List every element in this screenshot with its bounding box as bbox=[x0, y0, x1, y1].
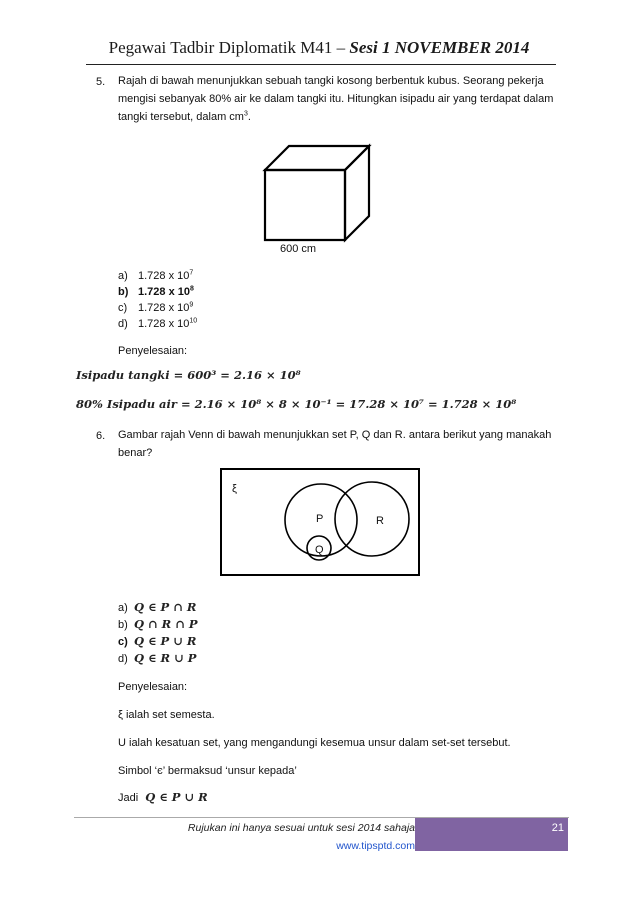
q5-option-a-exponent: 7 bbox=[189, 269, 194, 277]
q5-unit-exponent: 3 bbox=[243, 110, 248, 118]
set-p-label: P bbox=[316, 513, 324, 525]
header-title: Pegawai Tadbir Diplomatik M41 – bbox=[108, 38, 350, 57]
q6-option-d bbox=[118, 651, 198, 668]
cube-side-face bbox=[345, 146, 369, 240]
header-rule bbox=[86, 64, 556, 65]
cube-side-label: 600 cm bbox=[280, 243, 317, 255]
q5-option-d-exponent: 10 bbox=[189, 317, 198, 325]
q6-solution-union: U ialah kesatuan set, yang mengandungi kesemua unsur dalam set-set tersebut. bbox=[118, 737, 511, 749]
cube-top-face bbox=[265, 146, 369, 170]
q6-option-d-letter: d) bbox=[118, 653, 128, 665]
q6-text bbox=[118, 426, 578, 462]
q6-solution-symbol: Simbol ‘є’ bermaksud ‘unsur kepada’ bbox=[118, 765, 297, 777]
q6-conclusion bbox=[118, 788, 208, 807]
q6-line-2: benar? bbox=[118, 447, 153, 459]
q6-option-b bbox=[118, 617, 198, 634]
set-r-circle bbox=[335, 482, 409, 556]
footer-link[interactable]: www.tipsptd.com bbox=[336, 840, 415, 852]
jadi-label: Jadi bbox=[118, 792, 139, 804]
q5-number: 5. bbox=[96, 76, 106, 88]
q6-option-d-expression: Q ∈ R ∪ P bbox=[134, 651, 197, 665]
q5-option-b-exponent: 8 bbox=[190, 285, 194, 293]
header-session: Sesi 1 NOVEMBER 2014 bbox=[349, 38, 530, 57]
q5-line-1: Rajah di bawah menunjukkan sebuah tangki kosong berbentuk kubus. Seorang pekerja bbox=[118, 75, 544, 87]
q5-option-b-letter: b) bbox=[118, 286, 129, 298]
q5-option-a-letter: a) bbox=[118, 270, 128, 282]
q5-text bbox=[118, 72, 578, 126]
q5-equation-2: 80% Isipadu air = 2.16 × 10⁸ × 8 × 10⁻¹ = 17.28 × 10⁷ = 1.728 × 10⁸ bbox=[76, 397, 517, 411]
set-r-label: R bbox=[376, 515, 384, 527]
q5-option-a bbox=[118, 269, 197, 285]
q5-option-a-value: 1.728 x 10 bbox=[138, 270, 190, 282]
q6-option-a-letter: a) bbox=[118, 602, 128, 614]
q6-option-a-expression: Q ∈ P ∩ R bbox=[134, 600, 197, 614]
q5-solution-label: Penyelesaian: bbox=[118, 345, 188, 357]
cube-front-face bbox=[265, 170, 345, 240]
q6-option-b-letter: b) bbox=[118, 619, 128, 631]
set-q-label: Q bbox=[315, 544, 324, 556]
universal-set-label: ξ bbox=[232, 483, 237, 495]
q5-line-3-end: . bbox=[247, 111, 251, 123]
page-number: 21 bbox=[551, 822, 564, 834]
q5-option-c bbox=[118, 301, 197, 317]
venn-diagram bbox=[220, 468, 420, 576]
q6-solution-label: Penyelesaian: bbox=[118, 681, 188, 693]
q5-line-3-text: tangki tersebut, dalam cm bbox=[118, 111, 244, 123]
q6-option-c-letter: c) bbox=[118, 636, 128, 648]
q6-line-1: Gambar rajah Venn di bawah menunjukkan set P, Q dan R. antara berikut yang manakah bbox=[118, 429, 552, 441]
page-header bbox=[0, 38, 638, 58]
q6-option-c-expression: Q ∈ P ∪ R bbox=[134, 634, 197, 648]
footer-note: Rujukan ini hanya sesuai untuk sesi 2014 sahaja bbox=[187, 822, 415, 834]
q5-equation-1: Isipadu tangki = 600³ = 2.16 × 10⁸ bbox=[76, 368, 301, 382]
jadi-expression: Q ∈ P ∪ R bbox=[145, 790, 208, 804]
q5-line-3 bbox=[118, 108, 578, 126]
q6-solution-xi: ξ ialah set semesta. bbox=[118, 709, 215, 721]
q5-line-2: mengisi sebanyak 80% air ke dalam tangki itu. Hitungkan isipadu air yang terdapat dalam bbox=[118, 93, 554, 105]
q5-options bbox=[118, 269, 197, 333]
q5-option-c-exponent: 9 bbox=[189, 301, 194, 309]
q5-option-b bbox=[118, 285, 197, 301]
q6-option-b-expression: Q ∩ R ∩ P bbox=[134, 617, 198, 631]
q5-option-c-value: 1.728 x 10 bbox=[138, 302, 190, 314]
q6-number: 6. bbox=[96, 430, 106, 442]
q5-option-b-value: 1.728 x 10 bbox=[138, 286, 190, 298]
q5-option-d-value: 1.728 x 10 bbox=[138, 318, 190, 330]
q5-option-d bbox=[118, 317, 197, 333]
q6-option-a bbox=[118, 600, 198, 617]
q6-option-c bbox=[118, 634, 198, 651]
q5-option-c-letter: c) bbox=[118, 302, 128, 314]
q6-options bbox=[118, 600, 198, 668]
q5-option-d-letter: d) bbox=[118, 318, 128, 330]
cube-figure bbox=[255, 140, 385, 250]
